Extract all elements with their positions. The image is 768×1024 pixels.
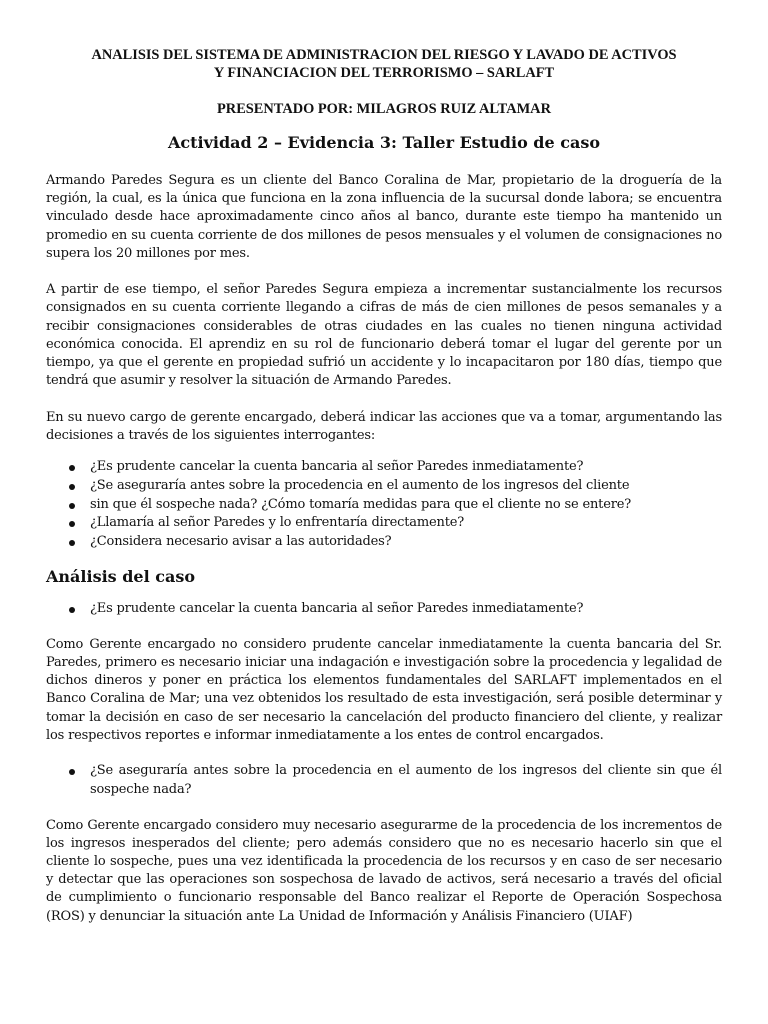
intro-paragraph-3: En su nuevo cargo de gerente encargado, deberá indicar las acciones que va a tomar, argumentando las decisiones a través de los siguientes interrogantes: (46, 409, 722, 443)
bullet-icon (69, 540, 75, 546)
question-item: ¿Considera necesario avisar a las autoridades? (90, 533, 722, 552)
intro-section (46, 172, 722, 445)
analysis-answer-2: Como Gerente encargado considero muy necesario asegurarme de la procedencia de los incrementos de los ingresos inesperados del cliente; pero además considero que no es necesario hacerlo sin que el cliente lo sospeche, pues una vez identificada la procedencia de los recursos y en caso de ser necesario y detectar que las operaciones son sospechosa de lavado de activos, será necesario a través del oficial de cumplimiento o funcionario responsable del Banco realizar el Reporte de Operación Sospechosa (ROS) y denunciar la situación ante La Unidad de Información y Análisis Financiero (UIAF) (46, 817, 722, 924)
intro-paragraph-1: Armando Paredes Segura es un cliente del Banco Coralina de Mar, propietario de la droguería de la región, la cual, es la única que funciona en la zona influencia de la sucursal donde labora; se encuentra vinculado desde hace aproximadamente cinco años al banco, durante este tiempo ha mantenido un promedio en su cuenta corriente de dos millones de pesos mensuales y el volumen de consignaciones no supera los 20 millones por mes. (46, 173, 722, 261)
question-item: sin que él sospeche nada? ¿Cómo tomaría medidas para que el cliente no se entere? (90, 496, 722, 515)
title-line-1: ANALISIS DEL SISTEMA DE ADMINISTRACION DEL RIESGO Y LAVADO DE ACTIVOS (91, 47, 677, 63)
bullet-icon (69, 503, 75, 509)
bullet-icon (69, 484, 75, 490)
analysis-heading: Análisis del caso (46, 567, 196, 586)
question-item: ¿Llamaría al señor Paredes y lo enfrentaría directamente? (90, 514, 722, 533)
bullet-icon (69, 769, 75, 775)
analysis-question-2 (46, 762, 722, 800)
activity-heading: Actividad 2 – Evidencia 3: Taller Estudio de caso (167, 133, 601, 152)
question-item: ¿Se aseguraría antes sobre la procedencia en el aumento de los ingresos del cliente (90, 477, 722, 496)
document-title (46, 46, 722, 82)
bullet-icon (69, 465, 75, 471)
questions-list (46, 458, 722, 552)
bullet-icon (69, 607, 75, 613)
analysis-question-1 (46, 600, 722, 619)
analysis-answer-1: Como Gerente encargado no considero prudente cancelar inmediatamente la cuenta bancaria del Sr. Paredes, primero es necesario iniciar una indagación e investigación sobre la procedencia y legalidad de dichos dineros y poner en práctica los elementos fundamentales del SARLAFT implementados en el Banco Coralina de Mar; una vez obtenidos los resultado de esta investigación, será posible determinar y tomar la decisión en caso de ser necesario la cancelación del producto financiero del cliente, y realizar los respectivos reportes e informar inmediatamente a los entes de control encargados. (46, 636, 722, 743)
question-item: ¿Es prudente cancelar la cuenta bancaria al señor Paredes inmediatamente? (90, 458, 722, 477)
title-line-2: Y FINANCIACION DEL TERRORISMO – SARLAFT (213, 65, 555, 81)
presenter-line: PRESENTADO POR: MILAGROS RUIZ ALTAMAR (217, 101, 551, 117)
analysis-question-item: ¿Es prudente cancelar la cuenta bancaria al señor Paredes inmediatamente? (90, 600, 722, 619)
analysis-question-item: ¿Se aseguraría antes sobre la procedencia en el aumento de los ingresos del cliente sin que él sospeche nada? (90, 762, 722, 800)
intro-paragraph-2: A partir de ese tiempo, el señor Paredes Segura empieza a incrementar sustancialmente los recursos consignados en su cuenta corriente llegando a cifras de más de cien millones de pesos semanales y a recibir consignaciones considerables de otras ciudades en las cuales no tienen ninguna actividad económica conocida. El aprendiz en su rol de funcionario deberá tomar el lugar del gerente por un tiempo, ya que el gerente en propiedad sufrió un accidente y lo incapacitaron por 180 días, tiempo que tendrá que asumir y resolver la situación de Armando Paredes. (46, 282, 722, 389)
bullet-icon (69, 521, 75, 527)
